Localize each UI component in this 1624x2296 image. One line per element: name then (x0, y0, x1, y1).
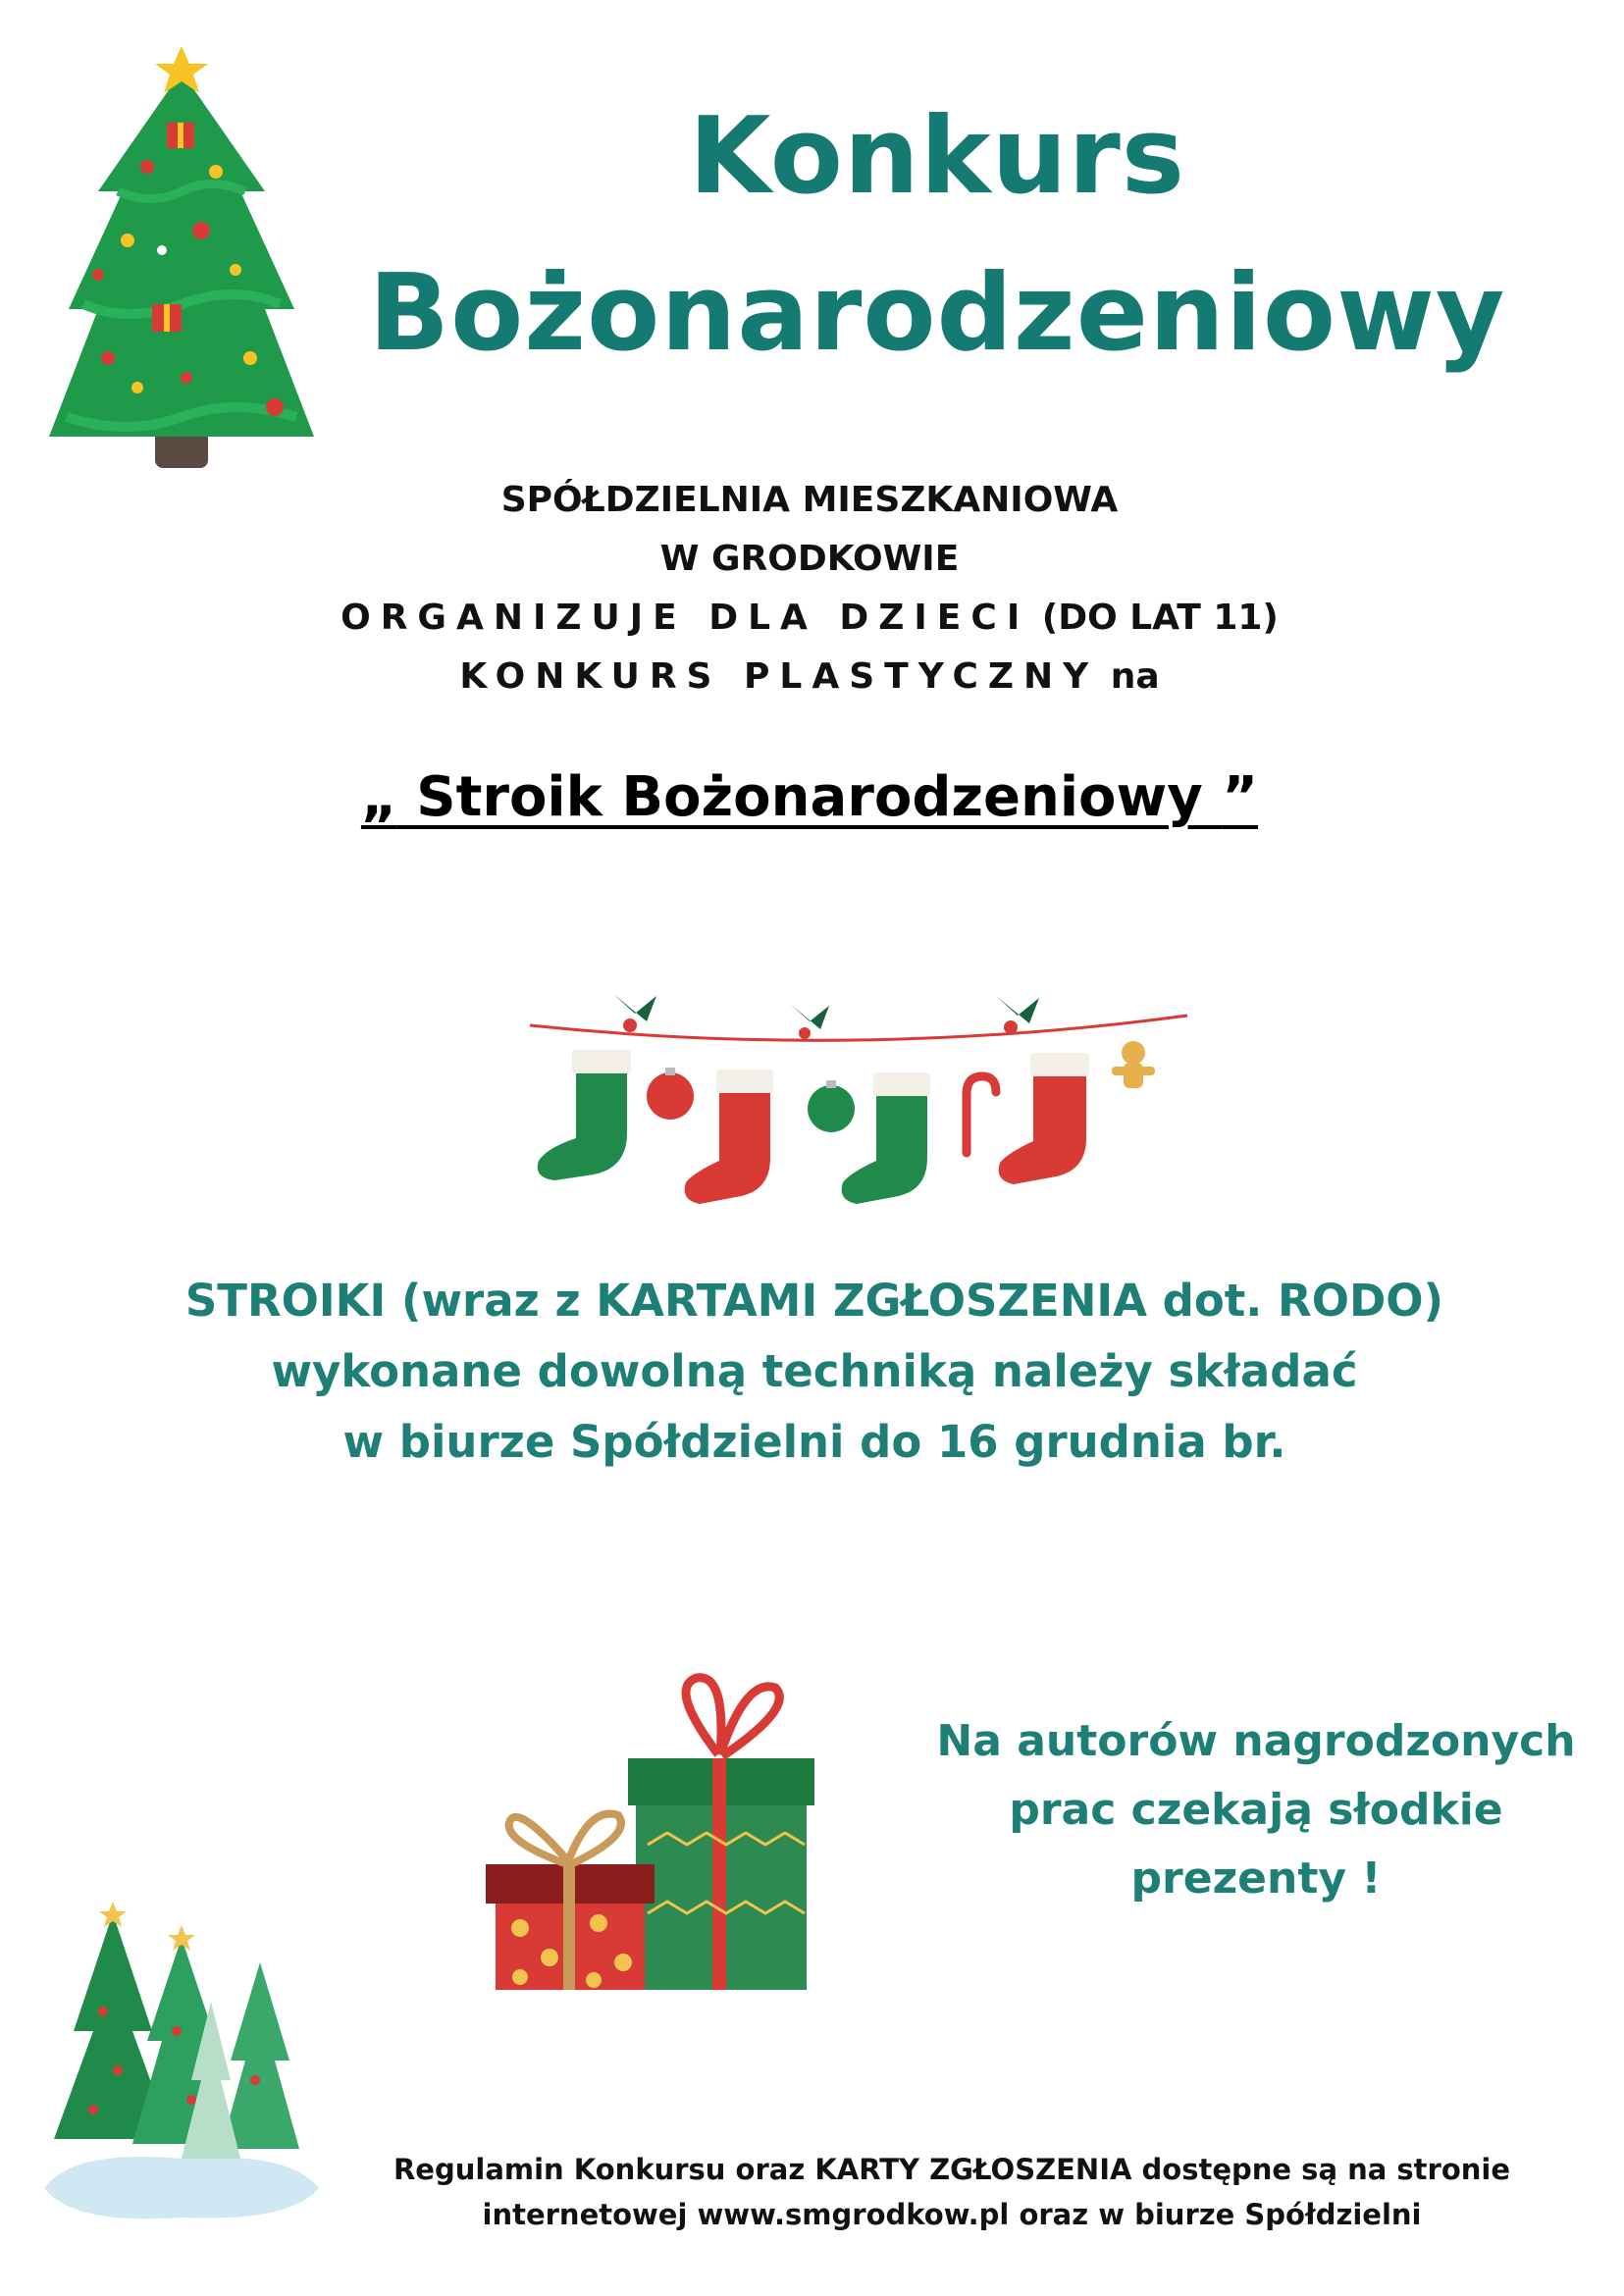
stockings-garland-icon (525, 986, 1192, 1231)
footer-line1: Regulamin Konkursu oraz KARTY ZGŁOSZENIA dostępne są na stronie (393, 2153, 1511, 2186)
stocking-red-2 (999, 1053, 1089, 1184)
info-line2: wykonane dowolną techniką należy składać (271, 1345, 1358, 1397)
page-title-line1: Konkurs (688, 95, 1186, 218)
page-title-line2: Bożonarodzeniowy (368, 252, 1506, 375)
subject-text: Stroik Bożonarodzeniowy (396, 765, 1223, 829)
snowy-trees-icon (34, 1894, 329, 2227)
info-line3: w biurze Spółdzielni do 16 grudnia br. (342, 1416, 1286, 1468)
organizer-line3-spaced: ORGANIZUJE DLA DZIECI (341, 598, 1030, 638)
gift-boxes-icon (481, 1668, 824, 1992)
stocking-green-1 (538, 1050, 631, 1180)
ornament-green-1 (808, 1080, 855, 1132)
contest-subject (196, 765, 1423, 829)
organizer-line1: SPÓŁDZIELNIA MIESZKANIOWA (500, 480, 1119, 520)
subject-close-quote: ” (1222, 765, 1259, 829)
subject-open-quote: „ (360, 765, 397, 829)
stocking-red-1 (685, 1070, 773, 1204)
candy-cane (967, 1076, 996, 1153)
organizer-line4 (196, 648, 1423, 706)
info-line1: STROIKI (wraz z KARTAMI ZGŁOSZENIA dot. RODO) (184, 1275, 1444, 1327)
prize-line3: prezenty ! (1130, 1853, 1382, 1904)
organizer-line4-rest: na (1110, 656, 1160, 697)
organizer-line4-spaced: KONKURS PLASTYCZNY (459, 656, 1099, 697)
prize-line2: prac czekają słodkie (1009, 1785, 1503, 1835)
organizer-line3 (196, 589, 1423, 648)
footer-line2: internetowej www.smgrodkow.pl oraz w biurze Spółdzielni (482, 2198, 1422, 2231)
organizer-line3-rest: (DO LAT 11) (1041, 598, 1279, 638)
ornament-red-1 (647, 1068, 694, 1120)
christmas-tree-icon (39, 44, 324, 476)
stocking-green-2 (842, 1072, 930, 1204)
gingerbread-man (1112, 1041, 1155, 1088)
prize-line1: Na autorów nagrodzonych (936, 1716, 1576, 1766)
organizer-line2: W GRODKOWIE (659, 539, 960, 579)
